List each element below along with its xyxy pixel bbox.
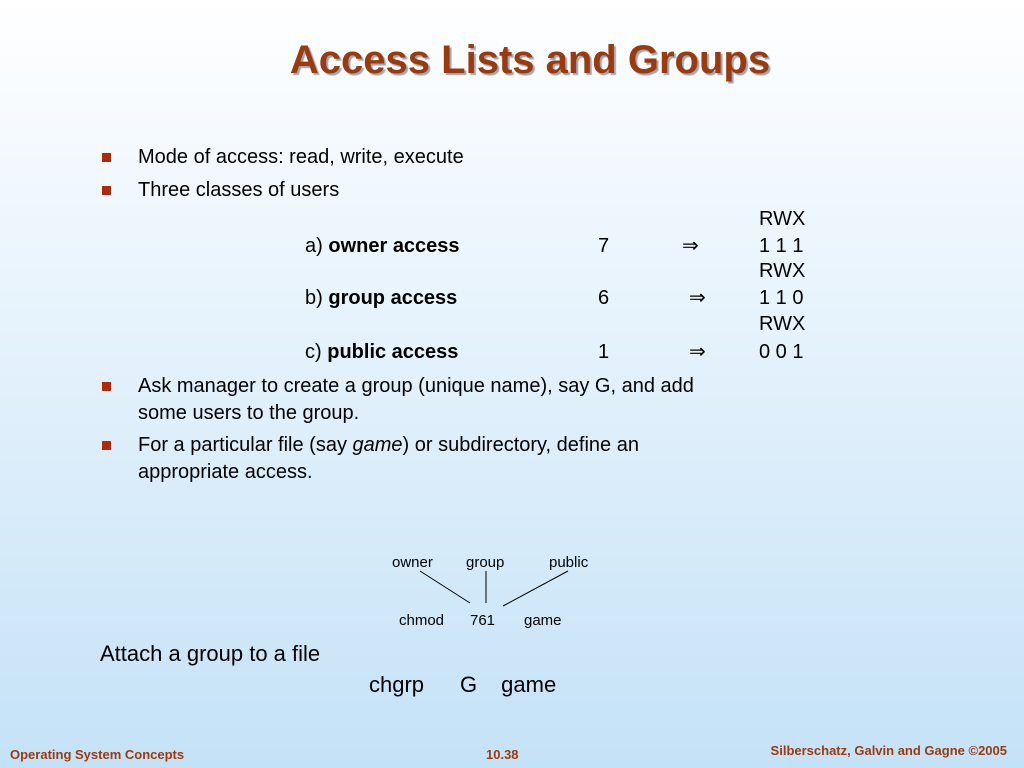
class-name: owner access: [328, 235, 460, 257]
diagram-label-owner: owner: [392, 554, 433, 571]
diagram-label-public: public: [549, 554, 589, 571]
implies-arrow-icon: ⇒: [689, 287, 706, 309]
implies-arrow-icon: ⇒: [682, 235, 699, 257]
command-chgrp: chgrp: [369, 672, 425, 697]
class-prefix: b): [305, 287, 323, 309]
bullet-line: Ask manager to create a group (unique name), say G, and add: [138, 375, 694, 397]
rwx-header-owner: RWX: [759, 208, 806, 230]
attach-heading: Attach a group to a file: [100, 641, 321, 666]
footer-left: Operating System Concepts: [10, 747, 185, 762]
class-prefix: c): [305, 341, 322, 363]
class-group-bits: 1 1 0: [759, 287, 804, 309]
implies-arrow-icon: ⇒: [689, 341, 706, 363]
footer-right: Silberschatz, Galvin and Gagne ©2005: [770, 743, 1007, 758]
class-public-number: 1: [598, 341, 610, 363]
slide-title: Access Lists and Groups: [289, 38, 771, 82]
diagram-label-group: group: [466, 554, 505, 571]
diagram-mode: 761: [470, 612, 496, 629]
bullet-line: appropriate access.: [138, 461, 313, 483]
class-prefix: a): [305, 235, 323, 257]
text-span: ) or subdirectory, define an: [402, 434, 639, 456]
class-group-number: 6: [598, 287, 610, 309]
connector-owner: [420, 571, 470, 603]
bullet-mode-of-access: Mode of access: read, write, execute: [138, 146, 464, 168]
class-owner-bits: 1 1 1: [759, 235, 804, 257]
command-file: game: [501, 672, 557, 697]
filename-italic: game: [352, 434, 403, 456]
text-span: For a particular file (say: [138, 434, 353, 456]
bullet-three-classes: Three classes of users: [138, 179, 340, 201]
footer-page-number: 10.38: [486, 747, 519, 762]
rwx-header-public: RWX: [759, 313, 806, 335]
connector-public: [503, 571, 568, 606]
attach-command: [369, 672, 556, 698]
class-owner-number: 7: [598, 235, 610, 257]
class-name: public access: [327, 341, 459, 363]
command-group: G: [460, 672, 478, 697]
rwx-header-group: RWX: [759, 260, 806, 282]
class-name: group access: [328, 287, 458, 309]
class-public-bits: 0 0 1: [759, 341, 804, 363]
diagram-file: game: [524, 612, 562, 629]
bullet-line: some users to the group.: [138, 402, 360, 424]
diagram-command: chmod: [399, 612, 445, 629]
